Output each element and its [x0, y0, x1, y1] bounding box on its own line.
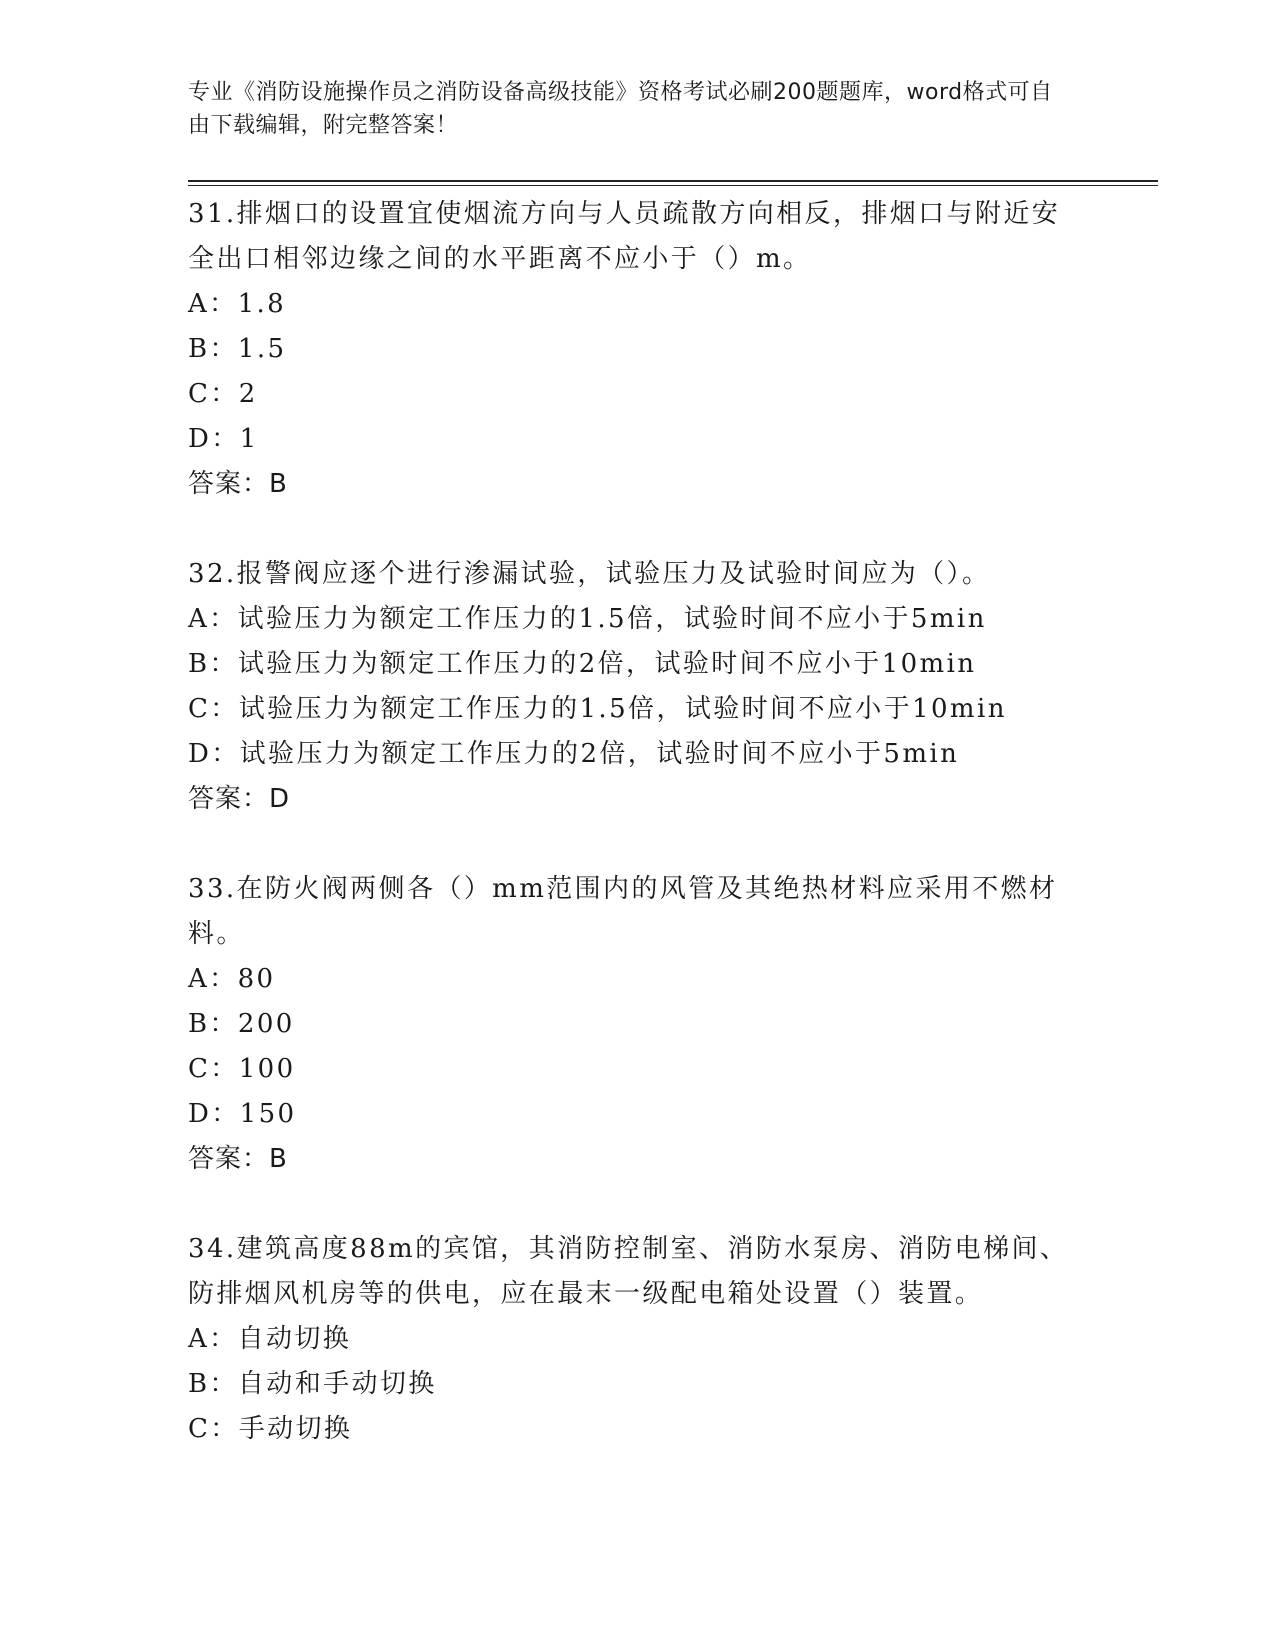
- question-text: 32.报警阀应逐个进行渗漏试验，试验压力及试验时间应为（）。: [188, 559, 991, 589]
- header-divider: [188, 180, 1158, 186]
- answer-line: 答案：D: [188, 784, 291, 814]
- option-b: B：自动和手动切换: [188, 1369, 437, 1399]
- divider-line-thin: [188, 185, 1158, 186]
- option-a: A：80: [188, 964, 276, 994]
- question-33: [188, 867, 1158, 1182]
- answer-line: 答案：B: [188, 469, 288, 499]
- option-d: D：试验压力为额定工作压力的2倍，试验时间不应小于5min: [188, 739, 960, 769]
- answer-line: 答案：B: [188, 1144, 288, 1174]
- divider-line-thick: [188, 180, 1158, 182]
- question-text: 33.在防火阀两侧各（）mm范围内的风管及其绝热材料应采用不燃材料。: [188, 874, 1058, 949]
- option-b: B：1.5: [188, 334, 287, 364]
- question-text: 31.排烟口的设置宜使烟流方向与人员疏散方向相反，排烟口与附近安全出口相邻边缘之间的水平距离不应小于（）m。: [188, 199, 1061, 274]
- option-b: B：试验压力为额定工作压力的2倍，试验时间不应小于10min: [188, 649, 977, 679]
- option-c: C：2: [188, 379, 258, 409]
- option-a: A：试验压力为额定工作压力的1.5倍，试验时间不应小于5min: [188, 604, 987, 634]
- option-a: A：1.8: [188, 289, 287, 319]
- option-c: C：手动切换: [188, 1414, 353, 1444]
- option-d: D：1: [188, 424, 259, 454]
- option-d: D：150: [188, 1099, 297, 1129]
- question-text: 34.建筑高度88m的宾馆，其消防控制室、消防水泵房、消防电梯间、防排烟风机房等的供电，应在最末一级配电箱处设置（）装置。: [188, 1234, 1069, 1309]
- document-header: 专业《消防设施操作员之消防设备高级技能》资格考试必刷200题题库，word格式可自由下载编辑，附完整答案！: [188, 80, 1053, 138]
- question-32: [188, 552, 1158, 822]
- document-page: [188, 76, 1158, 1497]
- option-b: B：200: [188, 1009, 295, 1039]
- question-list: [188, 192, 1158, 1452]
- option-a: A：自动切换: [188, 1324, 352, 1354]
- option-c: C：100: [188, 1054, 296, 1084]
- question-34: [188, 1227, 1158, 1452]
- question-31: [188, 192, 1158, 507]
- option-c: C：试验压力为额定工作压力的1.5倍，试验时间不应小于10min: [188, 694, 1007, 724]
